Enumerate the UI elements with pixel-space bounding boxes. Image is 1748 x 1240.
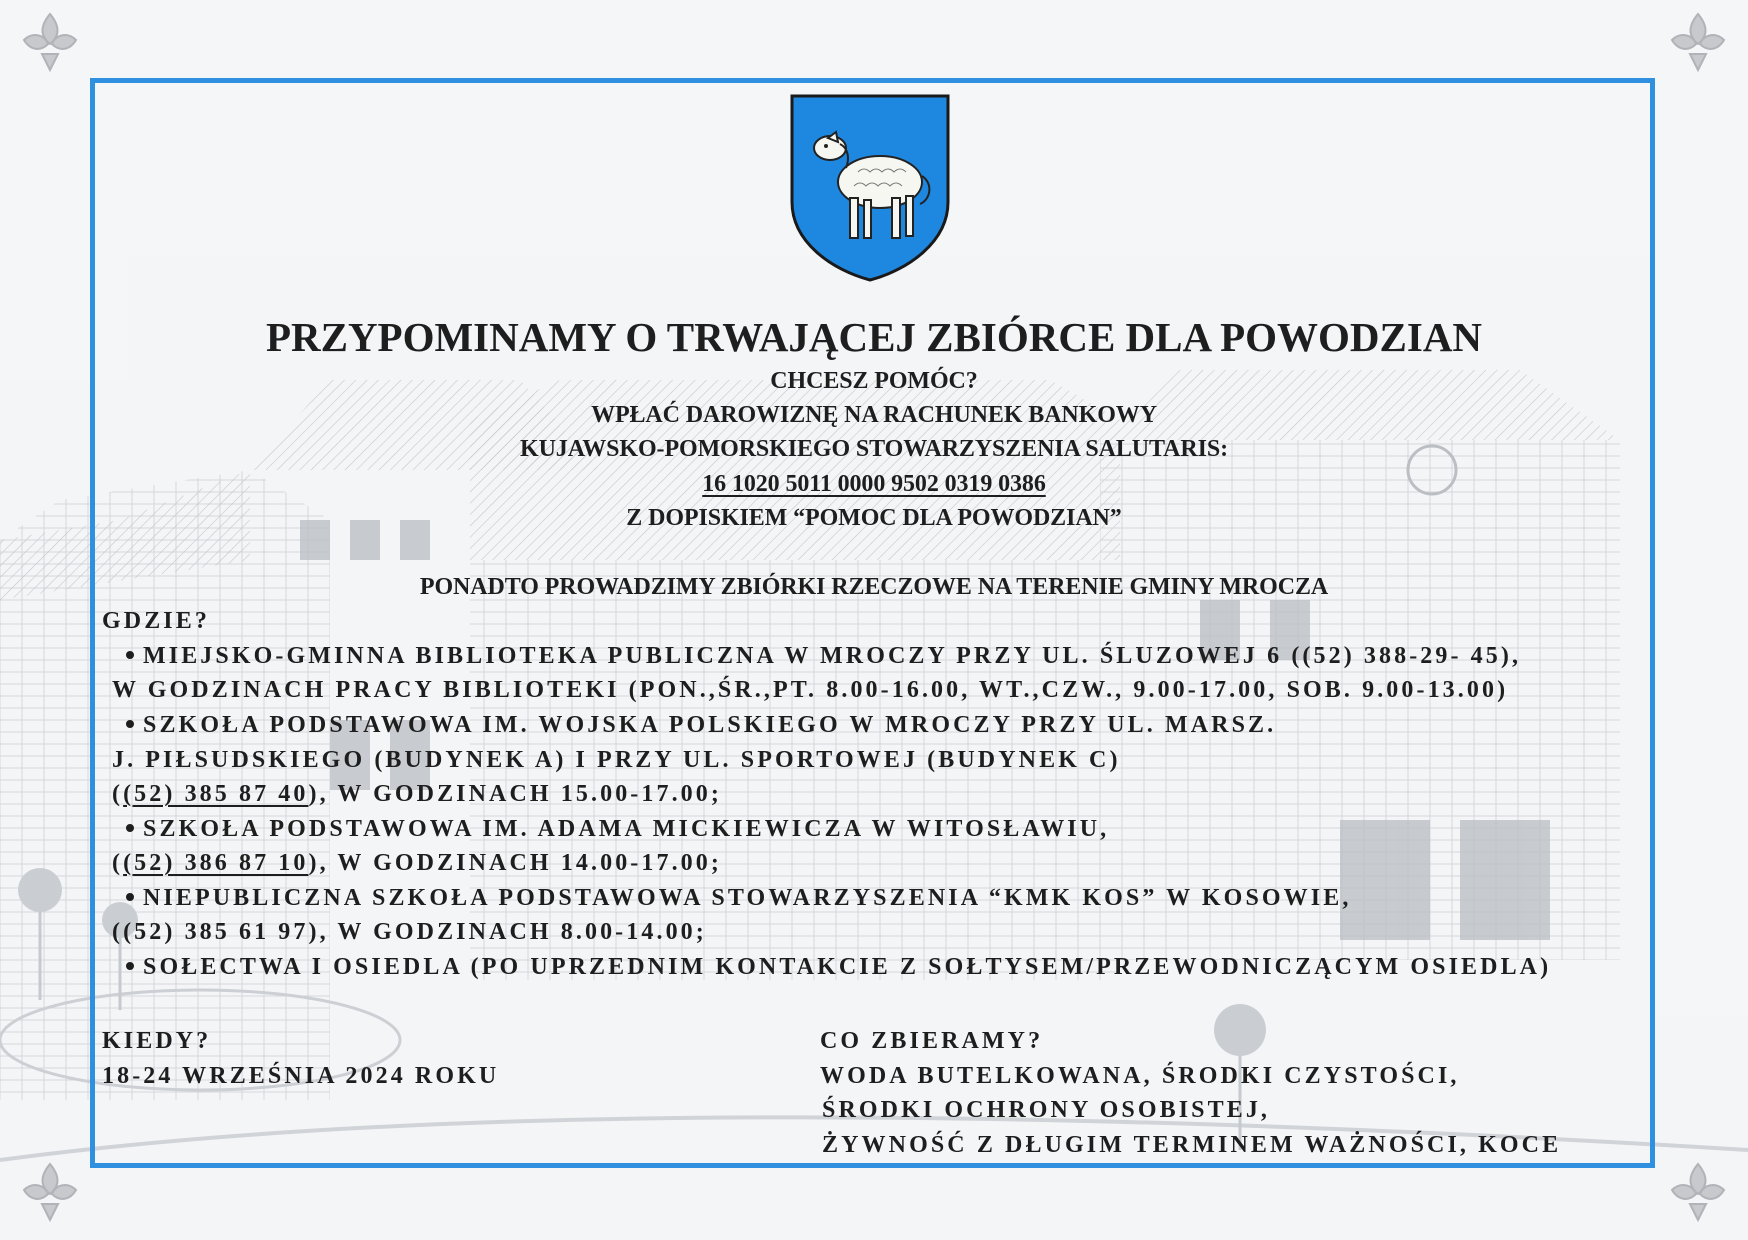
phone-link[interactable]: (52) 385 87 40 (123, 781, 309, 807)
what-item: ŻYWNOŚĆ Z DŁUGIM TERMINEM WAŻNOŚCI, KOCE (822, 1132, 1562, 1158)
list-item-continuation: W GODZINACH PRACY BIBLIOTEKI (PON.,ŚR.,PT. 8.00-16.00, WT.,CZW., 9.00-17.00, SOB. 9.00-13.00) (112, 677, 1509, 703)
list-item: SZKOŁA PODSTAWOWA IM. WOJSKA POLSKIEGO W MROCZY PRZY UL. MARSZ. (126, 710, 1276, 740)
page-title: PRZYPOMINAMY O TRWAJĄCEJ ZBIÓRCE DLA POWODZIAN (265, 314, 1483, 360)
when-label: KIEDY? (102, 1028, 212, 1054)
bullet-icon (126, 720, 134, 728)
coat-of-arms-lamb-icon (788, 92, 952, 282)
list-item: NIEPUBLICZNA SZKOŁA PODSTAWOWA STOWARZYSZENIA “KMK KOS” W KOSOWIE, (126, 883, 1351, 913)
list-item: SOŁECTWA I OSIEDLA (PO UPRZEDNIM KONTAKCIE Z SOŁTYSEM/PRZEWODNICZĄCYM OSIEDLA) (126, 952, 1551, 982)
help-question: CHCESZ POMÓC? (770, 368, 978, 394)
bullet-icon (126, 824, 134, 832)
what-item: WODA BUTELKOWANA, ŚRODKI CZYSTOŚCI, (820, 1063, 1460, 1089)
fleur-ornament-icon (1666, 1160, 1730, 1224)
bank-account-number (0, 469, 1748, 499)
organization-line: KUJAWSKO-POMORSKIEGO STOWARZYSZENIA SALUTARIS: (520, 436, 1228, 462)
what-label: CO ZBIERAMY? (820, 1028, 1044, 1054)
fleur-ornament-icon (18, 10, 82, 74)
collection-intro: PONADTO PROWADZIMY ZBIÓRKI RZECZOWE NA TERENIE GMINY MROCZA (419, 574, 1329, 600)
list-item: SZKOŁA PODSTAWOWA IM. ADAMA MICKIEWICZA W WITOSŁAWIU, (126, 814, 1109, 844)
fleur-ornament-icon (1666, 10, 1730, 74)
bullet-icon (126, 893, 134, 901)
phone-link[interactable]: (52) 386 87 10 (123, 850, 309, 876)
list-item-continuation: J. PIŁSUDSKIEGO (BUDYNEK A) I PRZY UL. SPORTOWEJ (BUDYNEK C) (112, 747, 1121, 773)
bullet-icon (126, 962, 134, 970)
when-value: 18-24 WRZEŚNIA 2024 ROKU (102, 1063, 500, 1089)
list-item: MIEJSKO-GMINNA BIBLIOTEKA PUBLICZNA W MROCZY PRZY UL. ŚLUZOWEJ 6 ((52) 388-29- 45), (126, 641, 1521, 671)
what-item: ŚRODKI OCHRONY OSOBISTEJ, (822, 1097, 1271, 1123)
list-item-phone-line: ((52) 386 87 10), W GODZINACH 14.00-17.00; (112, 850, 722, 876)
bank-account-value: 16 1020 5011 0000 9502 0319 0386 (702, 471, 1046, 497)
donate-line: WPŁAĆ DAROWIZNĘ NA RACHUNEK BANKOWY (591, 402, 1157, 428)
where-label: GDZIE? (102, 608, 210, 634)
list-item-continuation: ((52) 385 61 97), W GODZINACH 8.00-14.00; (112, 919, 707, 945)
transfer-note-line: Z DOPISKIEM “POMOC DLA POWODZIAN” (626, 505, 1122, 531)
fleur-ornament-icon (18, 1160, 82, 1224)
bullet-icon (126, 651, 134, 659)
list-item-phone-line: ((52) 385 87 40), W GODZINACH 15.00-17.00; (112, 781, 722, 807)
